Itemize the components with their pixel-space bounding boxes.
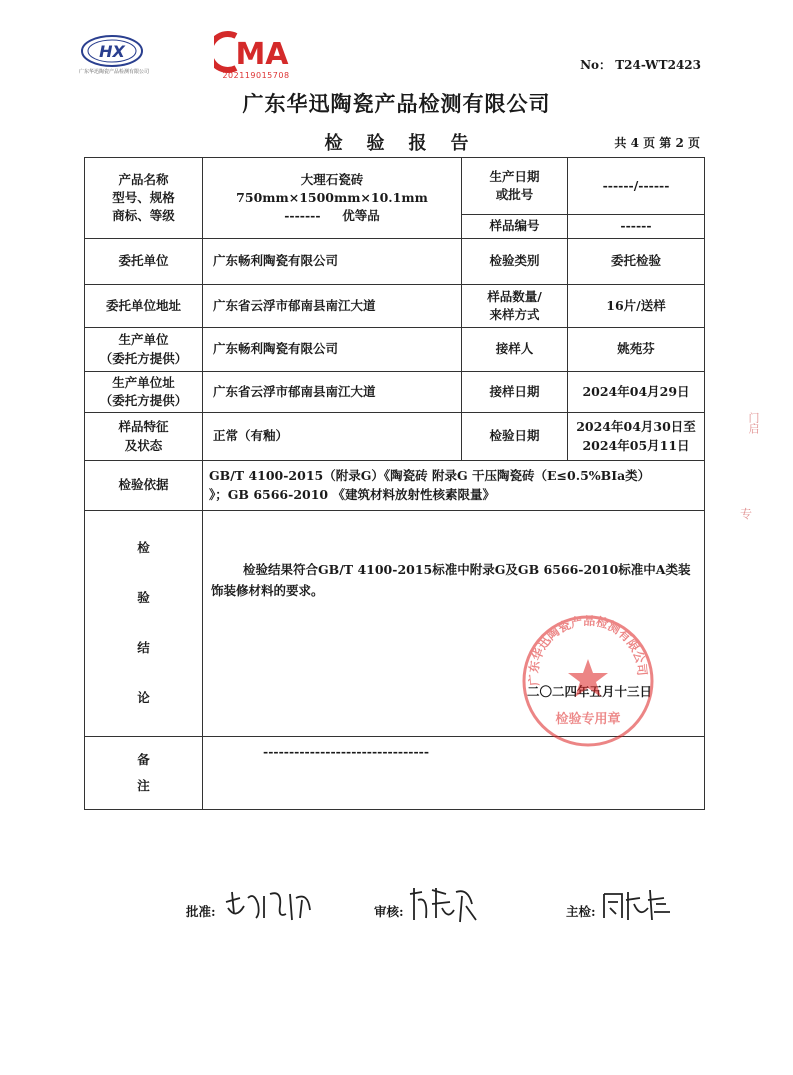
remark-label-char: 备: [137, 751, 150, 767]
sample-feature-label-cell: [85, 413, 203, 461]
hx-logo-caption: 广东华迅陶瓷产品检测有限公司: [78, 69, 149, 75]
svg-text:HX: HX: [99, 42, 125, 61]
cma-logo: [214, 30, 298, 74]
report-title: 检验报告: [324, 133, 493, 154]
inspect-label: 主检:: [566, 904, 596, 919]
inspect-date-label: 检验日期: [462, 413, 568, 461]
conclusion-label-char: 论: [137, 690, 150, 706]
table-row: [85, 239, 705, 285]
margin-mark: 门启: [747, 412, 760, 434]
brand-value: -------: [284, 208, 321, 224]
prod-date-label-cell: [462, 158, 568, 215]
receive-date-label: 接样日期: [462, 372, 568, 413]
svg-text:广东华迅陶瓷产品检测有限公司: 广东华迅陶瓷产品检测有限公司: [526, 613, 650, 687]
receive-date-value: 2024年04月29日: [568, 372, 705, 413]
qty-value: 16片/送样: [568, 285, 705, 328]
delivery-method-label: 来样方式: [489, 307, 540, 322]
producer-value: 广东畅利陶瓷有限公司: [203, 328, 462, 372]
conclusion-text: 检验结果符合GB/T 4100-2015标准中附录G及GB 6566-2010标准中A类装饰装修材料的要求。: [211, 562, 691, 599]
table-row: [85, 285, 705, 328]
product-values-cell: [203, 158, 462, 239]
review-signature: [406, 884, 481, 924]
sample-no-label: 样品编号: [462, 215, 568, 239]
basis-value-cell: [203, 461, 705, 511]
table-row: [85, 158, 705, 215]
sample-no-value: ------: [568, 215, 705, 239]
producer-addr-label-cell: [85, 372, 203, 413]
hx-logo: [80, 34, 144, 68]
grade-value: 优等品: [342, 208, 380, 224]
official-seal: [518, 611, 658, 751]
sample-feature-value: 正常（有釉）: [203, 413, 462, 461]
table-row: [85, 328, 705, 372]
product-labels-cell: [85, 158, 203, 239]
client-addr-value: 广东省云浮市郁南县南江大道: [203, 285, 462, 328]
svg-text:MA: MA: [235, 37, 289, 72]
client-addr-label: 委托单位地址: [85, 285, 203, 328]
basis-line-1: GB/T 4100-2015（附录G）《陶瓷砖 附录G 干压陶瓷砖（E≤0.5%BIa类）: [209, 468, 651, 484]
product-name-value: 大理石瓷砖: [300, 171, 364, 187]
cma-certificate-number: 202119015708: [222, 71, 290, 80]
prod-date-value: ------/------: [568, 158, 705, 215]
review-label: 审核:: [374, 904, 404, 919]
conclusion-date: 二〇二四年五月十三日: [526, 684, 652, 699]
prod-date-label: 生产日期: [489, 168, 540, 184]
margin-mark: 专: [740, 507, 753, 521]
inspect-date-start: 2024年04月30日至: [576, 419, 696, 435]
producer-label-cell: [85, 328, 203, 372]
svg-text:检验专用章: 检验专用章: [555, 712, 621, 727]
qty-label-cell: [462, 285, 568, 328]
inspect-signature: [600, 884, 675, 924]
producer-addr-label: 生产单位址: [112, 374, 175, 390]
conclusion-label-char: 验: [137, 590, 150, 606]
report-number: No： T24-WT2423: [580, 58, 701, 72]
inspect-date-value-cell: [568, 413, 705, 461]
sample-status-label: 及状态: [124, 437, 163, 453]
page-count: 共 4 页 第 2 页: [614, 136, 700, 150]
client-label: 委托单位: [85, 239, 203, 285]
receiver-value: 姚苑芬: [568, 328, 705, 372]
inspect-type-label: 检验类别: [462, 239, 568, 285]
conclusion-label-cell: [85, 511, 203, 737]
product-name-label: 产品名称: [118, 171, 169, 187]
producer-label: 生产单位: [118, 332, 169, 348]
conclusion-label-char: 结: [137, 640, 150, 656]
approve-label: 批准:: [186, 904, 216, 919]
table-row: [85, 413, 705, 461]
client-value: 广东畅利陶瓷有限公司: [203, 239, 462, 285]
brand-grade-label: 商标、等级: [112, 208, 175, 224]
inspect-type-value: 委托检验: [568, 239, 705, 285]
approve-signature: [222, 884, 317, 924]
table-row: [85, 372, 705, 413]
company-name: 广东华迅陶瓷产品检测有限公司: [242, 91, 551, 116]
sample-feature-label: 样品特征: [118, 419, 169, 435]
producer-addr-value: 广东省云浮市郁南县南江大道: [203, 372, 462, 413]
inspect-date-end: 2024年05月11日: [582, 437, 690, 453]
batch-no-label: 或批号: [495, 187, 534, 202]
remark-value: --------------------------------: [263, 744, 430, 759]
producer-label-note: （委托方提供）: [99, 350, 188, 366]
basis-label: 检验依据: [85, 461, 203, 511]
remark-label-cell: [85, 737, 203, 810]
receiver-label: 接样人: [462, 328, 568, 372]
conclusion-label-char: 检: [137, 540, 150, 556]
qty-label: 样品数量/: [487, 288, 542, 304]
table-row: [85, 461, 705, 511]
remark-label-char: 注: [137, 778, 150, 793]
brand-grade-value: [207, 207, 457, 225]
model-spec-label: 型号、规格: [112, 189, 175, 205]
basis-line-2: 》；GB 6566-2010 《建筑材料放射性核素限量》: [209, 486, 495, 502]
model-spec-value: 750mm×1500mm×10.1mm: [236, 189, 428, 205]
producer-addr-label-note: （委托方提供）: [99, 393, 188, 408]
